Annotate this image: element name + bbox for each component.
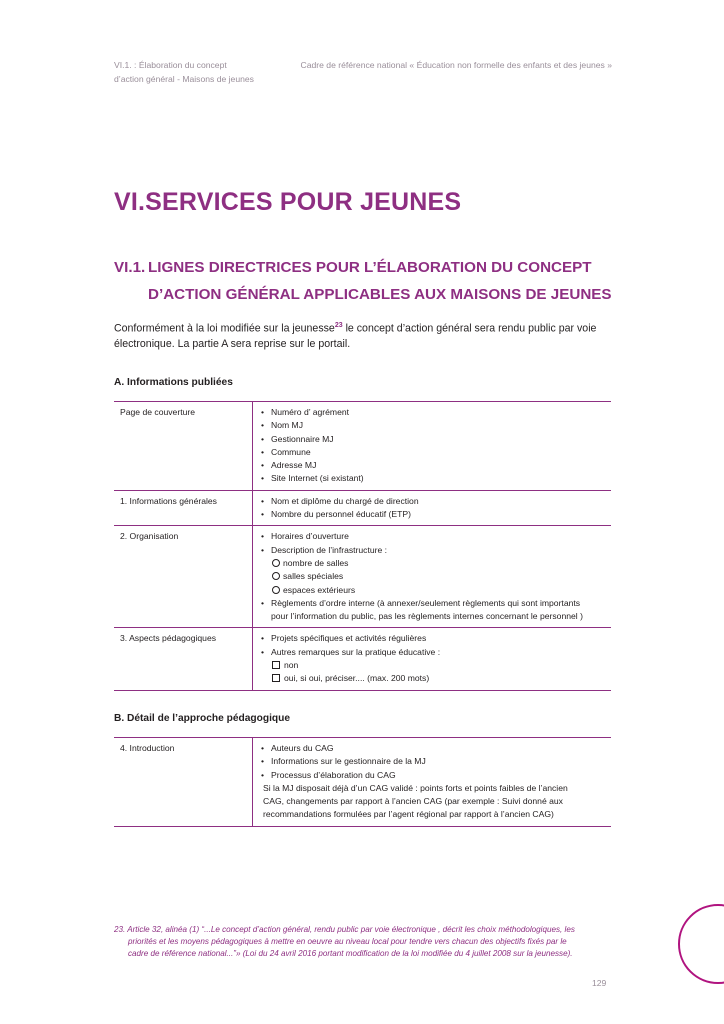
- row-label: Page de couverture: [114, 402, 253, 491]
- list-item: • Autres remarques sur la pratique éducative :: [261, 646, 605, 659]
- list-item: • Commune: [261, 446, 605, 459]
- list-item: • Gestionnaire MJ: [261, 433, 605, 446]
- decorative-circle: [678, 904, 724, 984]
- row-label: 4. Introduction: [114, 738, 253, 827]
- row-content: [253, 628, 612, 690]
- footnote: [114, 924, 614, 960]
- row-label: 2. Organisation: [114, 526, 253, 628]
- section-number: VI.1.: [114, 259, 146, 276]
- sub-list-label: salles spéciales: [283, 571, 344, 582]
- sub-list-label: nombre de salles: [283, 557, 349, 568]
- circle-bullet-icon: [272, 586, 280, 594]
- list-item: • Nom et diplôme du chargé de direction: [261, 495, 605, 508]
- list-item: [261, 597, 605, 624]
- chapter-title: VI.SERVICES POUR JEUNES: [114, 188, 462, 216]
- footnote-line1: 23. Article 32, alinéa (1) “...Le concept d’action général, rendu public par voie électronique , décrit les choix méthodologiques, les: [114, 925, 575, 934]
- section-heading-line1: LIGNES DIRECTRICES POUR L’ÉLABORATION DU CONCEPT: [148, 259, 592, 276]
- list-item: • Description de l’infrastructure :: [261, 544, 605, 557]
- checkbox-label: oui, si oui, préciser.... (max. 200 mots): [284, 673, 430, 684]
- sub-list-item: [261, 584, 605, 597]
- list-item: • Processus d’élaboration du CAG: [261, 769, 605, 782]
- header-left-line1: VI.1. : Élaboration du concept: [114, 60, 227, 70]
- row-content: [253, 402, 612, 491]
- row-label: 1. Informations générales: [114, 490, 253, 526]
- paragraph-line: CAG, changements par rapport à l’ancien CAG (par exemple : Suivi donné aux: [263, 796, 563, 807]
- section-heading: [114, 254, 612, 308]
- list-item: • Informations sur le gestionnaire de la MJ: [261, 755, 605, 768]
- checkbox-icon: [272, 661, 280, 669]
- table-pedagogical-approach: [114, 737, 611, 827]
- list-item: • Numéro d’ agrément: [261, 406, 605, 419]
- list-item: • Horaires d’ouverture: [261, 530, 605, 543]
- table-row: [114, 402, 611, 491]
- sub-list-label: espaces extérieurs: [283, 584, 356, 595]
- header-left-line2: d’action général - Maisons de jeunes: [114, 74, 254, 84]
- table-row: [114, 526, 611, 628]
- section-a-title: A. Informations publiées: [114, 377, 233, 388]
- footnote-line3: cadre de référence national...”» (Loi du 24 avril 2016 portant modification de la loi modifiée du 4 juillet 2008 sur la jeunesse).: [128, 949, 573, 958]
- list-item: • Site Internet (si existant): [261, 472, 605, 485]
- sub-list-item: [261, 570, 605, 583]
- paragraph-line: Si la MJ disposait déjà d’un CAG validé : points forts et points faibles de l’ancien: [263, 782, 568, 793]
- intro-paragraph: [114, 318, 610, 352]
- checkbox-option: [261, 672, 605, 685]
- checkbox-option: [261, 659, 605, 672]
- list-item: • Adresse MJ: [261, 459, 605, 472]
- sub-list-item: [261, 557, 605, 570]
- checkbox-icon: [272, 674, 280, 682]
- intro-text-end: le concept d’action général sera rendu public par voie électronique. La partie A sera reprise sur le portail.: [114, 322, 597, 350]
- list-item: • Nom MJ: [261, 419, 605, 432]
- table-published-info: [114, 401, 611, 691]
- section-b-title: B. Détail de l’approche pédagogique: [114, 713, 291, 724]
- row-content: [253, 738, 612, 827]
- row-label: 3. Aspects pédagogiques: [114, 628, 253, 690]
- list-item-line1: Règlements d’ordre interne (à annexer/seulement règlements qui sont importants: [271, 597, 581, 608]
- footnote-line2: priorités et les moyens pédagogiques à mettre en oeuvre au niveau local pour tendre vers chacun des objectifs fixés par le: [128, 937, 567, 946]
- intro-text-start: Conformément à la loi modifiée sur la jeunesse: [114, 322, 335, 335]
- circle-bullet-icon: [272, 572, 280, 580]
- circle-bullet-icon: [272, 559, 280, 567]
- table-row: [114, 738, 611, 827]
- footnote-reference: 23: [334, 322, 343, 329]
- running-header-right: Cadre de référence national « Éducation non formelle des enfants et des jeunes »: [300, 60, 612, 70]
- page-number: 129: [592, 978, 607, 988]
- paragraph-line: recommandations formulées par l’agent régional par rapport à l’ancien CAG): [263, 809, 554, 820]
- row-content: [253, 490, 612, 526]
- running-header-left: [114, 58, 274, 86]
- list-item: • Auteurs du CAG: [261, 742, 605, 755]
- list-item: • Nombre du personnel éducatif (ETP): [261, 508, 605, 521]
- table-row: [114, 490, 611, 526]
- list-item: • Projets spécifiques et activités régulières: [261, 632, 605, 645]
- list-item-line2: pour l’information du public, pas les règlements internes concernant le personnel ): [271, 611, 583, 622]
- row-content: [253, 526, 612, 628]
- section-heading-line2: D’ACTION GÉNÉRAL APPLICABLES AUX MAISONS DE JEUNES: [148, 286, 612, 303]
- checkbox-label: non: [284, 660, 299, 671]
- table-row: [114, 628, 611, 690]
